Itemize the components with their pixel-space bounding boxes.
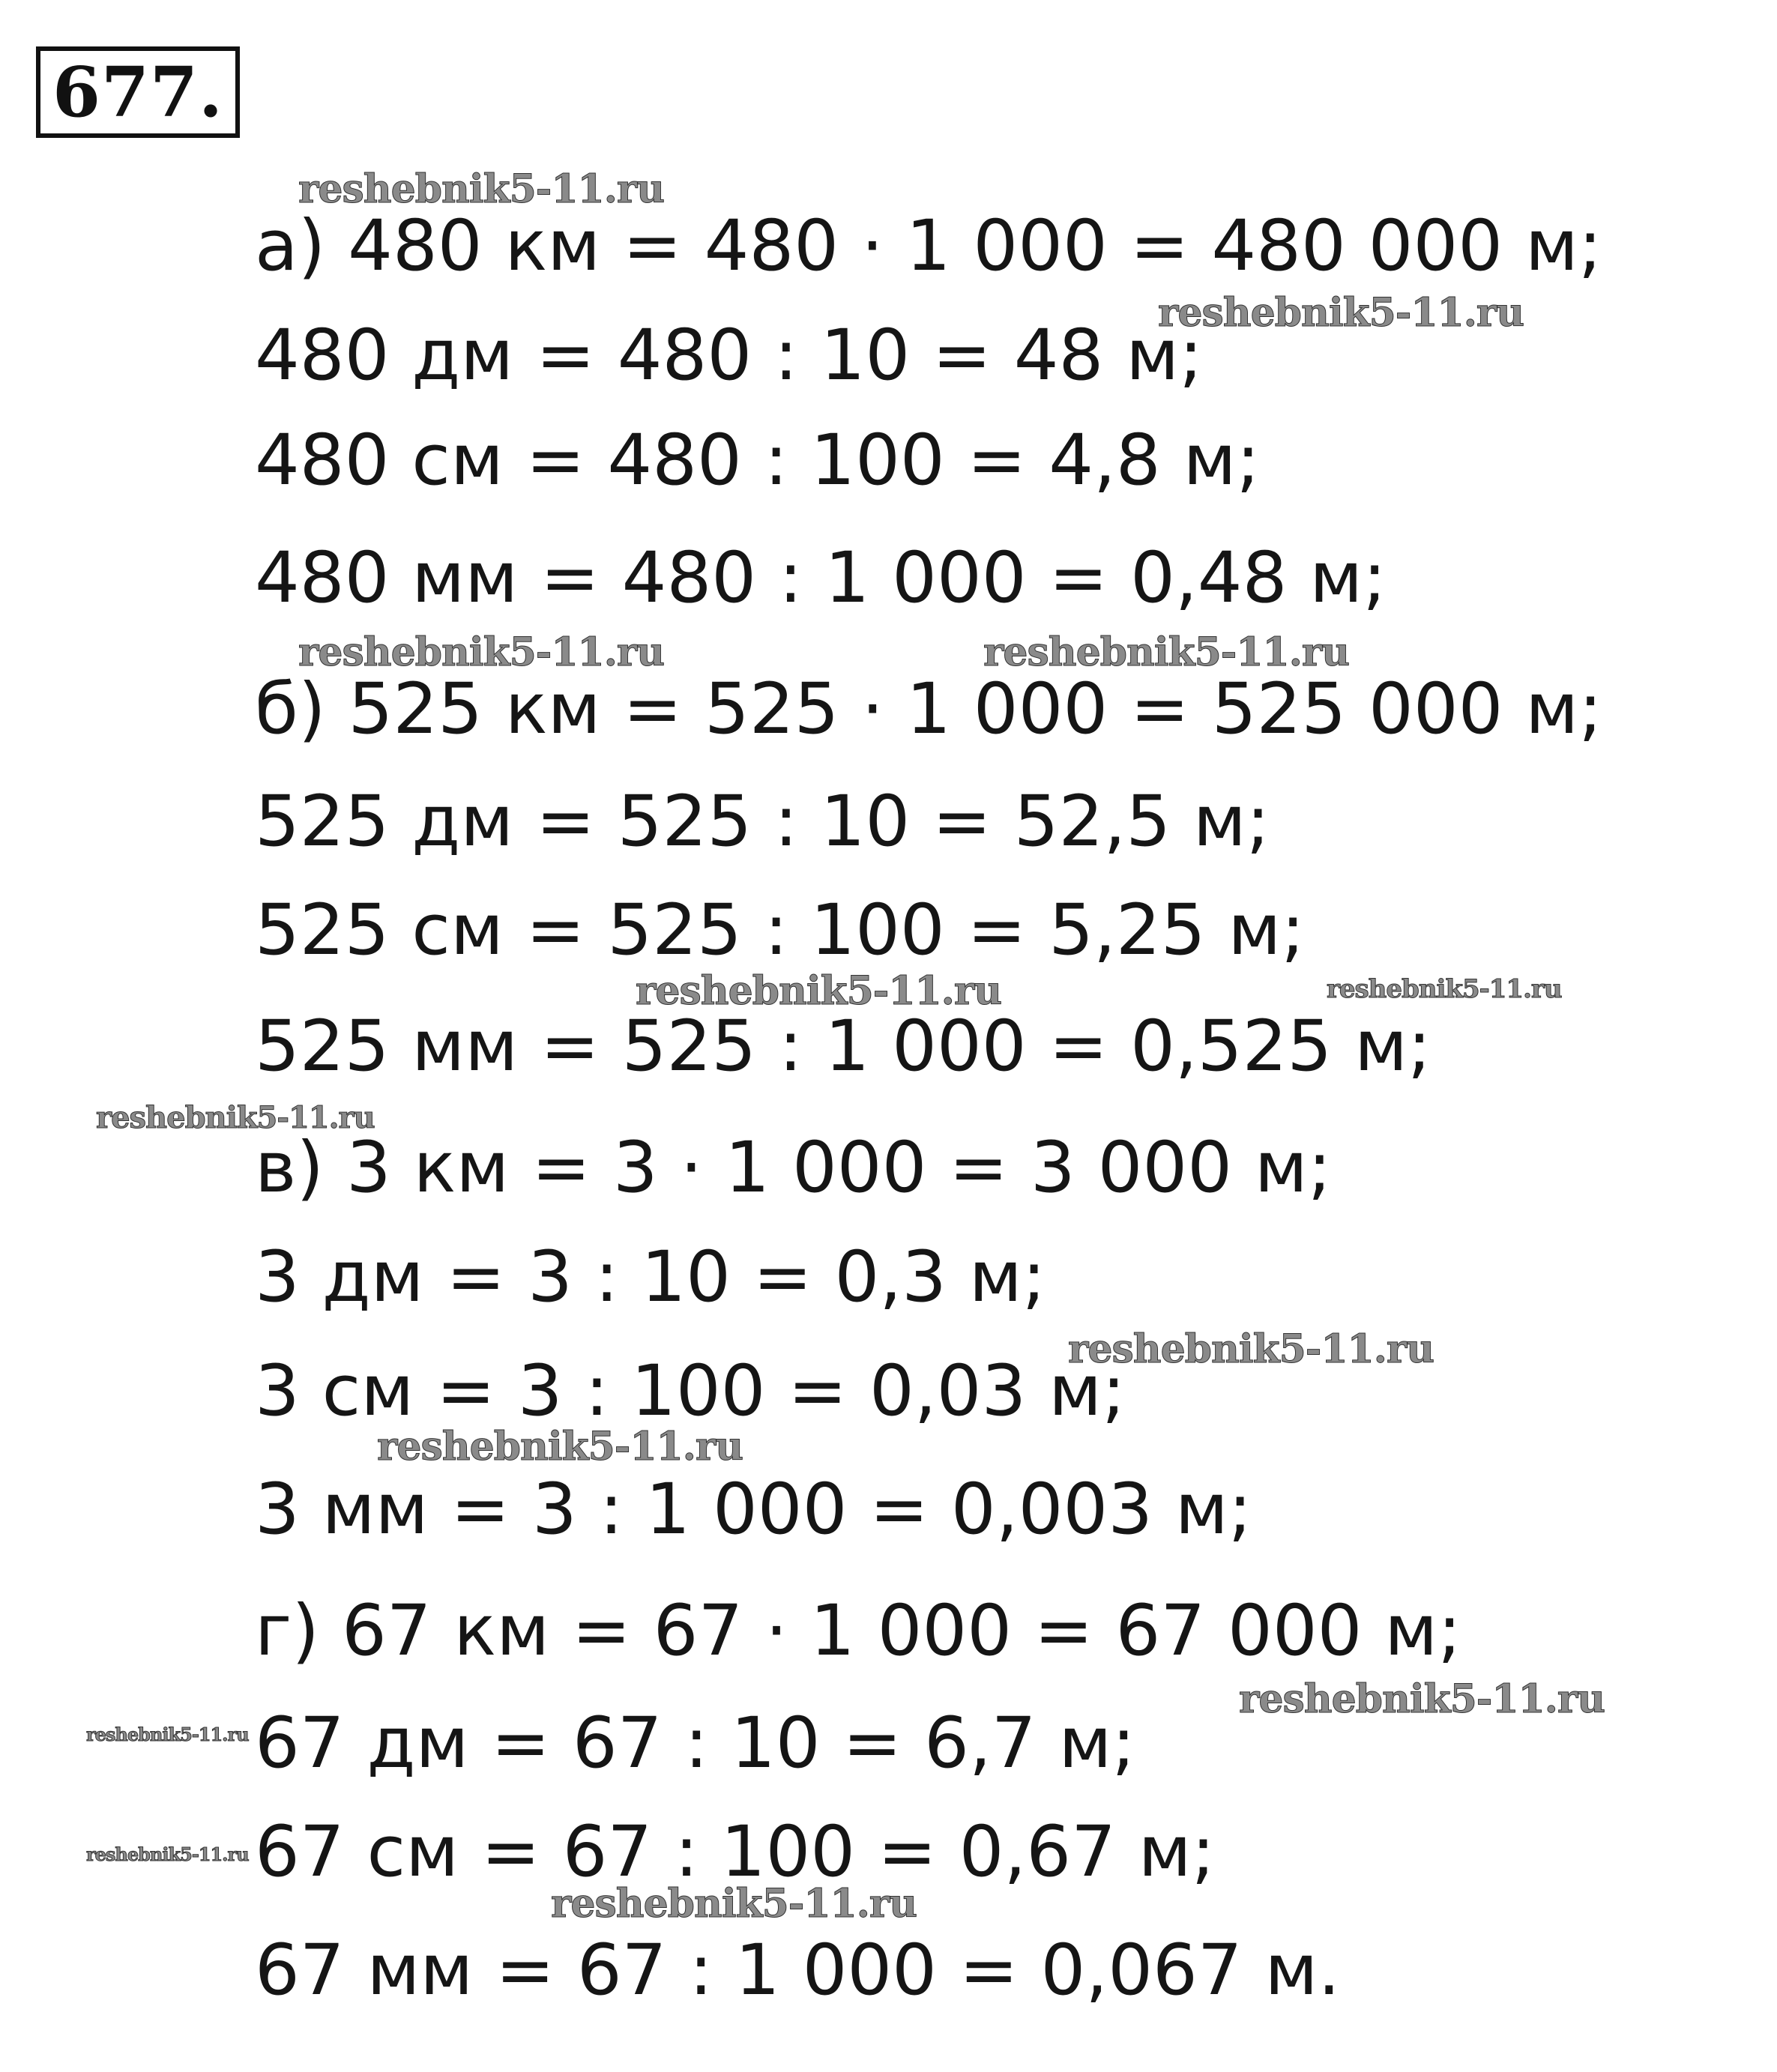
watermark: reshebnik5-11.ru [1068,1326,1434,1372]
watermark: reshebnik5-11.ru [551,1881,917,1927]
watermark: reshebnik5-11.ru [86,1724,249,1745]
solution-line-a4: 480 мм = 480 : 1 000 = 0,48 м; [255,537,1387,619]
solution-line-a1: а) 480 км = 480 · 1 000 = 480 000 м; [255,205,1602,287]
solution-line-c3: 3 см = 3 : 100 = 0,03 м; [255,1350,1126,1432]
watermark: reshebnik5-11.ru [983,629,1350,675]
solution-line-c4: 3 мм = 3 : 1 000 = 0,003 м; [255,1469,1252,1550]
watermark: reshebnik5-11.ru [377,1424,743,1470]
solution-line-b1: б) 525 км = 525 · 1 000 = 525 000 м; [255,668,1602,750]
watermark: reshebnik5-11.ru [1327,974,1562,1004]
solution-line-d2: 67 дм = 67 : 10 = 6,7 м; [255,1703,1136,1784]
watermark: reshebnik5-11.ru [1239,1676,1605,1722]
solution-line-d4: 67 мм = 67 : 1 000 = 0,067 м. [255,1930,1341,2011]
watermark: reshebnik5-11.ru [298,166,665,212]
solution-line-b4: 525 мм = 525 : 1 000 = 0,525 м; [255,1006,1431,1087]
solution-line-c1: в) 3 км = 3 · 1 000 = 3 000 м; [255,1127,1332,1209]
solution-line-a2: 480 дм = 480 : 10 = 48 м; [255,315,1203,396]
problem-number: 677. [36,46,240,138]
watermark: reshebnik5-11.ru [636,968,1002,1014]
watermark: reshebnik5-11.ru [96,1100,375,1135]
solution-line-a3: 480 см = 480 : 100 = 4,8 м; [255,420,1261,501]
solution-line-c2: 3 дм = 3 : 10 = 0,3 м; [255,1236,1046,1318]
watermark: reshebnik5-11.ru [86,1843,249,1865]
solution-line-b2: 525 дм = 525 : 10 = 52,5 м; [255,781,1270,863]
watermark: reshebnik5-11.ru [298,629,665,675]
solution-line-d3: 67 см = 67 : 100 = 0,67 м; [255,1811,1216,1893]
solution-line-b3: 525 см = 525 : 100 = 5,25 м; [255,889,1305,971]
watermark: reshebnik5-11.ru [1158,290,1524,336]
solution-line-d1: г) 67 км = 67 · 1 000 = 67 000 м; [255,1590,1461,1672]
